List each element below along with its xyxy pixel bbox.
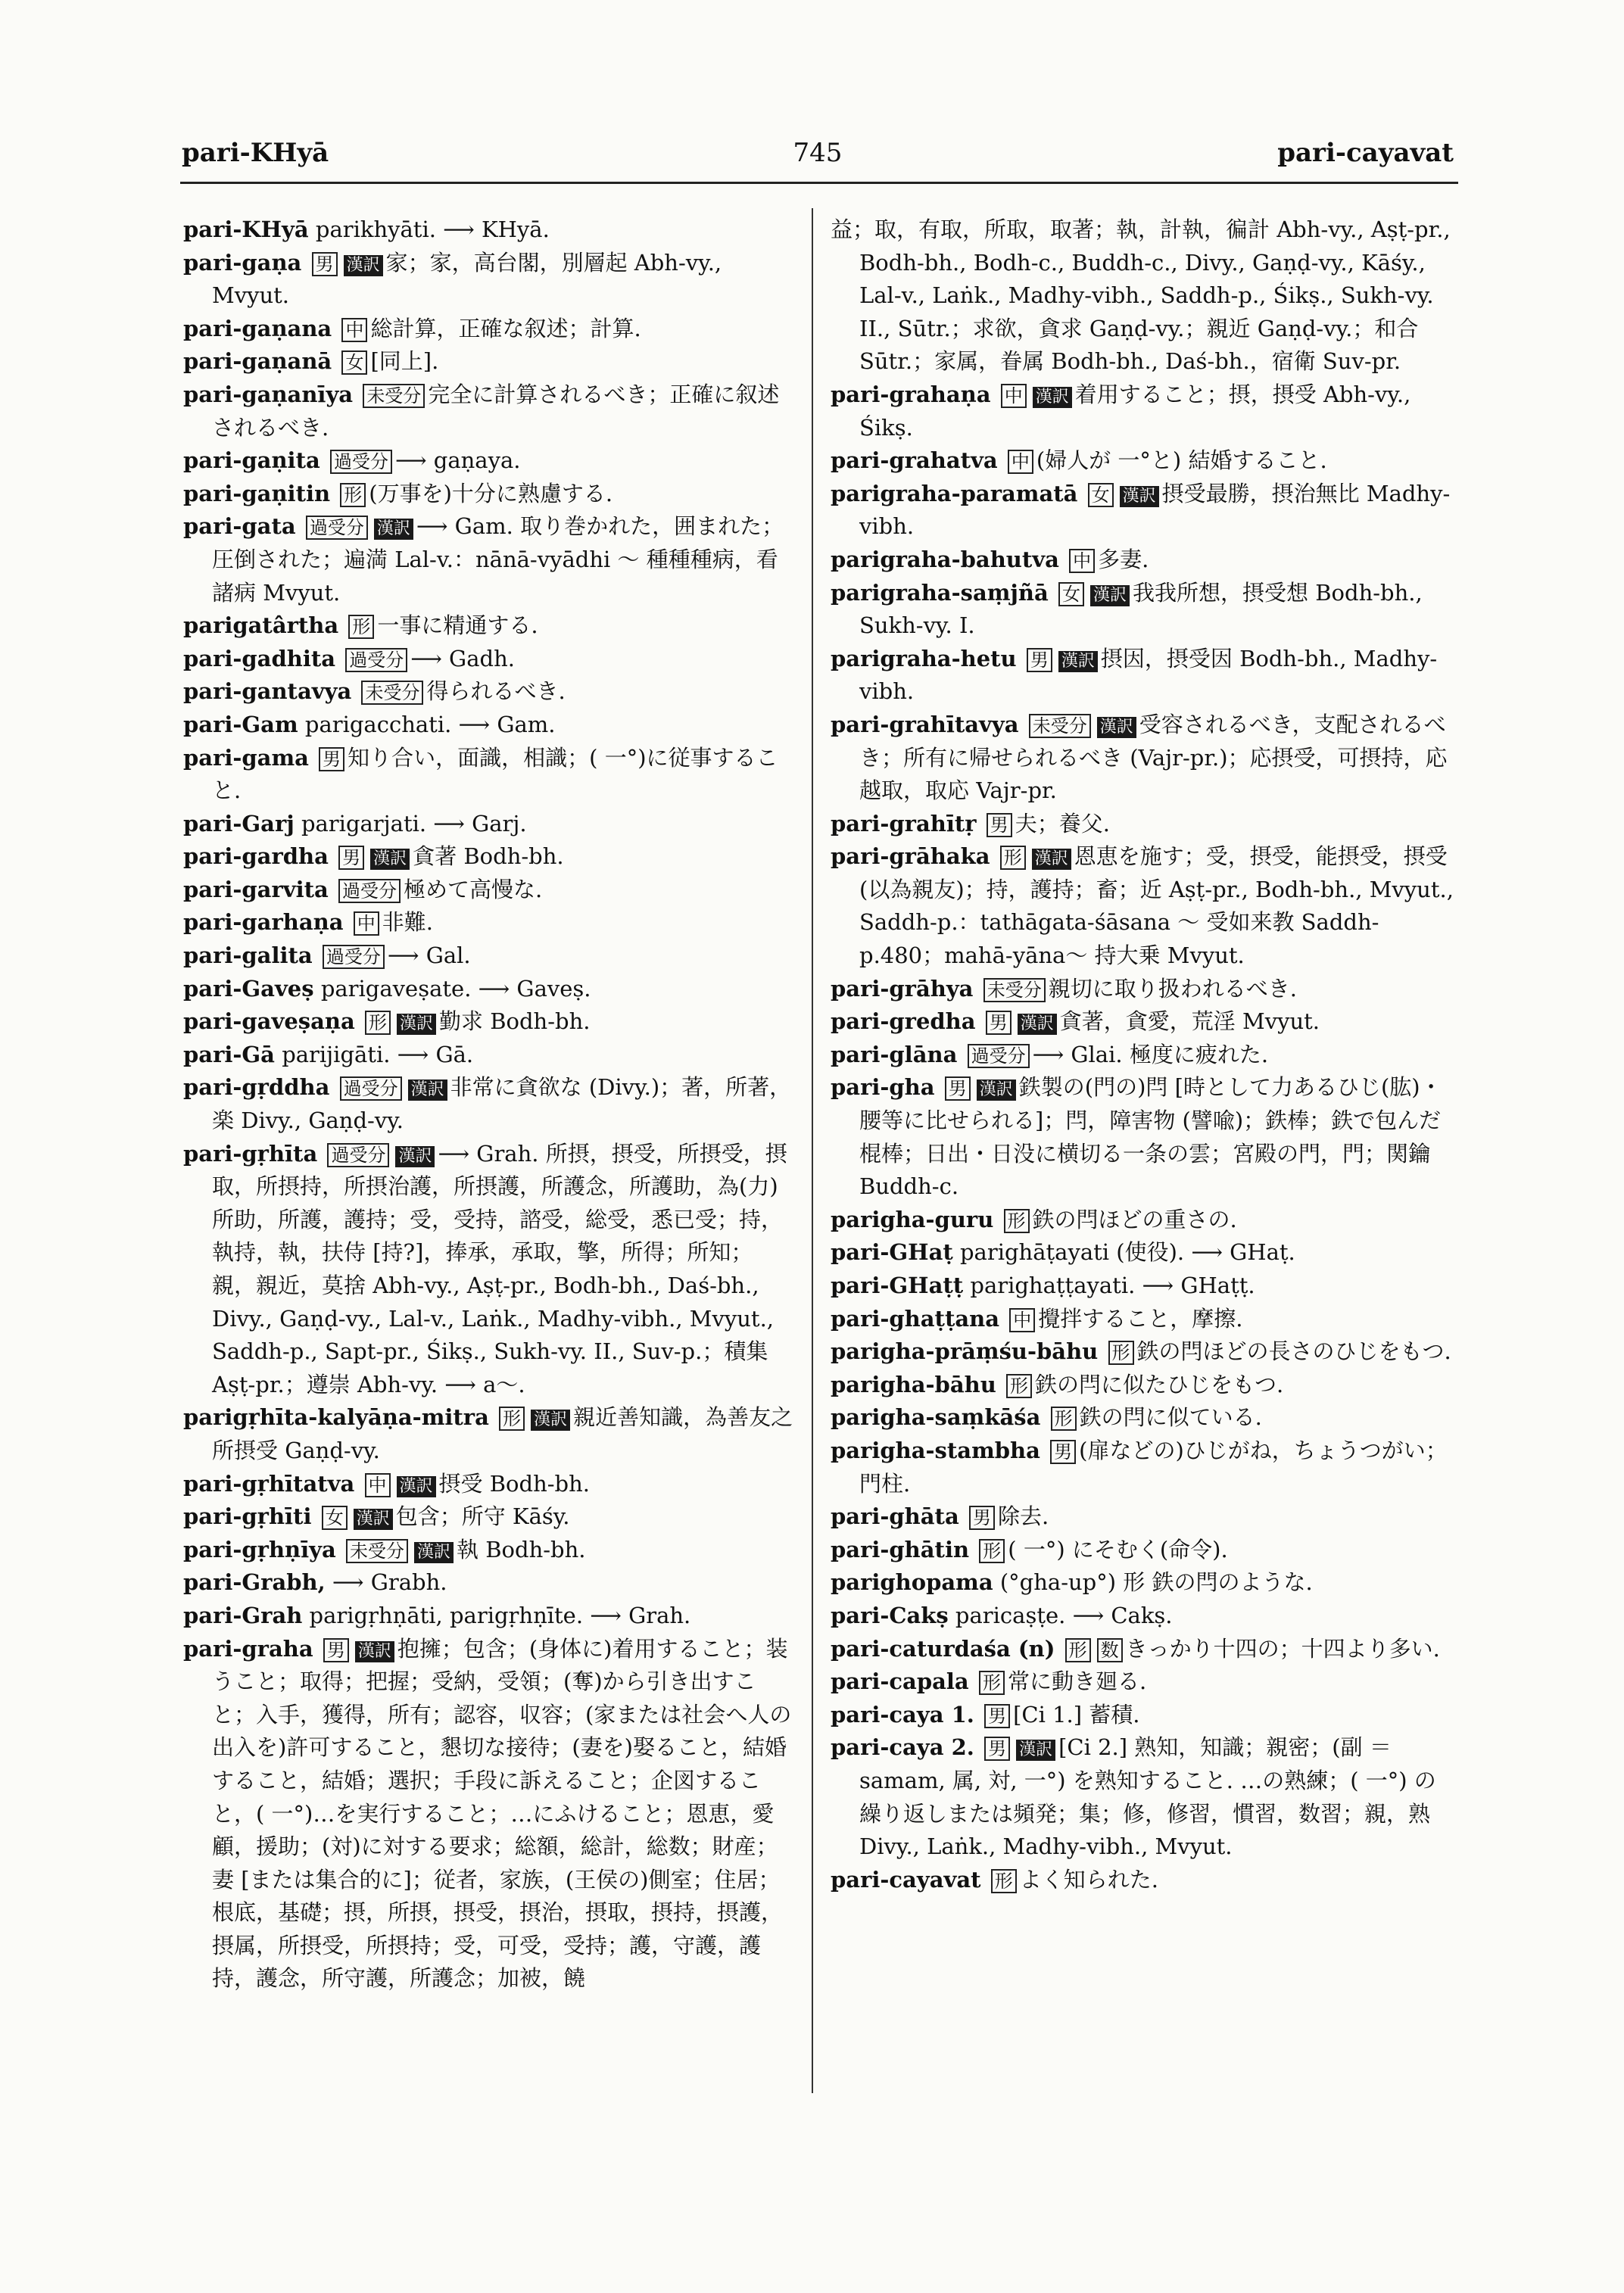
dictionary-entry	[831, 1566, 1457, 1600]
entry-headword: pari-ghāta	[831, 1503, 959, 1530]
dictionary-entry	[183, 939, 796, 973]
grammar-tag: 男	[969, 1506, 995, 1530]
entry-definition: parighāṭayati (使役). ⟶ GHaṭ.	[959, 1239, 1295, 1266]
dictionary-entry	[183, 675, 796, 709]
grammar-tag: 形	[979, 1539, 1005, 1563]
grammar-tag: 男	[338, 846, 364, 870]
translation-badge: 漢訳	[354, 1509, 393, 1530]
entry-definition: 着用すること；摂，摂受 Abh-vy., Śikṣ.	[859, 381, 1411, 441]
entry-headword: parigha-stambha	[831, 1437, 1040, 1463]
dictionary-entry	[831, 1731, 1457, 1863]
grammar-tag: 中	[354, 911, 379, 936]
dictionary-entry	[831, 1236, 1457, 1270]
dictionary-entry	[831, 1204, 1457, 1237]
translation-badge: 漢訳	[344, 255, 383, 276]
grammar-tag: 中	[1008, 450, 1033, 474]
dictionary-entry	[183, 510, 796, 609]
dictionary-entry	[183, 1566, 796, 1600]
entry-headword: pari-gha	[831, 1074, 935, 1101]
grammar-tag: 形	[991, 1869, 1017, 1893]
entry-headword: parigraha-bahutva	[831, 546, 1059, 572]
entry-definition: (婦人が 一°と) 結婚すること.	[1036, 447, 1327, 474]
dictionary-entry	[183, 1401, 796, 1467]
dictionary-entry	[183, 379, 796, 444]
entry-headword: pari-grahatva	[831, 447, 998, 474]
translation-badge: 漢訳	[408, 1080, 447, 1101]
dictionary-entry	[831, 1270, 1457, 1303]
header-left-guideword: pari-KHyā	[182, 138, 329, 168]
grammar-tag: 未受分	[363, 384, 425, 408]
right-column	[831, 213, 1457, 1896]
entry-definition: ⟶ gaṇaya.	[394, 447, 521, 474]
entry-headword: pari-galita	[183, 942, 313, 969]
entry-definition: ⟶ Gam. 取り巻かれた，囲まれた；圧倒された；遍満 Lal-v.：nānā-vyādhi ～ 種種種病，看諸病 Mvyut.	[212, 513, 784, 606]
entry-headword: pari-graha	[183, 1635, 313, 1662]
entry-headword: pari-gṛhṇīya	[183, 1536, 336, 1562]
dictionary-entry	[831, 1303, 1457, 1336]
grammar-tag: 男	[1050, 1440, 1076, 1464]
dictionary-entry	[831, 709, 1457, 808]
grammar-tag: 女	[322, 1506, 348, 1530]
entry-headword: pari-gaṇanā	[183, 348, 332, 375]
entry-headword: parigha-prāṃśu-bāhu	[831, 1338, 1099, 1365]
entry-headword: pari-gardha	[183, 843, 329, 870]
entry-headword: pari-Gā	[183, 1041, 275, 1067]
entry-definition: 常に動き廻る.	[1007, 1668, 1147, 1695]
entry-headword: parigatârtha	[183, 612, 339, 639]
grammar-tag: 過受分	[345, 648, 407, 672]
entry-definition: 鉄の閂ほどの重さの.	[1032, 1206, 1237, 1232]
grammar-tag: 男	[323, 1638, 349, 1662]
dictionary-entry	[831, 213, 1457, 379]
dictionary-entry	[831, 1369, 1457, 1402]
dictionary-entry	[183, 247, 796, 313]
dictionary-entry	[183, 345, 796, 379]
dictionary-entry	[831, 444, 1457, 478]
grammar-tag: 女	[341, 350, 367, 375]
entry-definition: 鉄の閂に似ている.	[1079, 1404, 1262, 1431]
grammar-tag: 男	[984, 1704, 1010, 1728]
dictionary-entry	[183, 906, 796, 939]
entry-definition: [Ci 1.] 蓄積.	[1013, 1701, 1140, 1728]
entry-headword: pari-ghātin	[831, 1536, 970, 1562]
entry-headword: pari-gredha	[831, 1008, 976, 1035]
entry-headword: parighopama	[831, 1569, 993, 1596]
entry-headword: pari-caturdaśa (n)	[831, 1635, 1055, 1662]
dictionary-entry	[183, 643, 796, 676]
entry-headword: pari-Cakṣ	[831, 1602, 949, 1628]
grammar-tag: 過受分	[327, 1143, 389, 1167]
entry-definition: 除去.	[997, 1503, 1049, 1530]
grammar-tag: 過受分	[340, 1076, 402, 1101]
entry-headword: pari-grāhya	[831, 975, 974, 1002]
grammar-tag: 数	[1097, 1638, 1123, 1662]
dictionary-entry	[183, 874, 796, 907]
grammar-tag: 未受分	[346, 1539, 408, 1563]
entry-headword: pari-gṛhīta	[183, 1140, 318, 1167]
header-right-guideword: pari-cayavat	[1277, 138, 1454, 168]
grammar-tag: 形	[1006, 1374, 1032, 1398]
entry-definition: 非常に貪欲な (Divy.)；著，所著，楽 Divy., Gaṇḍ-vy.	[212, 1074, 792, 1134]
dictionary-entry	[831, 577, 1457, 643]
entry-definition: 執 Bodh-bh.	[457, 1536, 586, 1562]
entry-headword: parigṛhīta-kalyāṇa-mitra	[183, 1404, 489, 1431]
entry-definition: 攪拌すること，摩擦.	[1038, 1305, 1243, 1332]
entry-definition: parigacchati. ⟶ Gam.	[304, 711, 556, 737]
grammar-tag: 形	[1004, 1209, 1030, 1233]
translation-badge: 漢訳	[374, 519, 413, 540]
dictionary-entry	[183, 1039, 796, 1072]
dictionary-entry	[831, 840, 1457, 972]
dictionary-entry	[831, 808, 1457, 841]
dictionary-entry	[831, 1633, 1457, 1666]
dictionary-entry	[183, 444, 796, 478]
entry-definition: 親近善知識，為善友之所摂受 Gaṇḍ-vy.	[212, 1404, 793, 1463]
entry-definition: parigarjati. ⟶ Garj.	[301, 810, 527, 837]
entry-headword: parigraha-saṃjñā	[831, 579, 1049, 606]
dictionary-entry	[183, 478, 796, 511]
entry-headword: pari-GHaṭ	[831, 1239, 953, 1266]
translation-badge: 漢訳	[531, 1410, 570, 1431]
dictionary-entry	[831, 643, 1457, 709]
entry-definition: きっかり十四の；十四より多い.	[1125, 1635, 1440, 1662]
dictionary-entry	[831, 1665, 1457, 1699]
grammar-tag: 形	[1065, 1638, 1091, 1662]
entry-definition: parighaṭṭayati. ⟶ GHaṭṭ.	[970, 1273, 1255, 1298]
entry-headword: parigha-guru	[831, 1206, 994, 1232]
entry-definition: 知り合い，面識，相識；( 一°)に従事すること.	[212, 744, 778, 804]
entry-definition: 鉄の閂に似たひじをもつ.	[1035, 1371, 1284, 1397]
entry-definition: 極めて高慢な.	[404, 876, 543, 902]
entry-headword: pari-gaveṣaṇa	[183, 1008, 355, 1035]
header-rule	[180, 182, 1458, 184]
entry-headword: pari-gama	[183, 744, 309, 771]
grammar-tag: 男	[984, 1737, 1010, 1761]
entry-definition: 一事に精通する.	[377, 612, 538, 639]
entry-headword: parigraha-hetu	[831, 645, 1017, 671]
entry-definition: parijigāti. ⟶ Gā.	[282, 1041, 474, 1067]
dictionary-entry	[183, 1500, 796, 1534]
grammar-tag: 未受分	[983, 978, 1046, 1002]
grammar-tag: 形	[340, 483, 366, 507]
grammar-tag: 中	[365, 1473, 391, 1497]
dictionary-entry	[831, 1534, 1457, 1567]
entry-headword: pari-gaṇitin	[183, 480, 331, 506]
dictionary-entry	[831, 1600, 1457, 1633]
grammar-tag: 過受分	[338, 879, 401, 903]
translation-badge: 漢訳	[1097, 717, 1136, 738]
translation-badge: 漢訳	[1016, 1740, 1055, 1761]
entry-headword: pari-glāna	[831, 1041, 958, 1067]
entry-headword: pari-gṛhītatva	[183, 1470, 355, 1497]
entry-definition: 鉄の閂ほどの長さのひじをもつ.	[1136, 1338, 1451, 1365]
dictionary-entry	[831, 1335, 1457, 1369]
grammar-tag: 形	[1108, 1341, 1134, 1365]
grammar-tag: 中	[341, 318, 367, 342]
dictionary-entry	[183, 213, 796, 247]
translation-badge: 漢訳	[355, 1641, 394, 1662]
entry-headword: pari-gantavya	[183, 678, 352, 705]
dictionary-entry	[183, 1534, 796, 1567]
dictionary-entry	[183, 1468, 796, 1501]
entry-definition: (°gha-up°) 形 鉄の閂のような.	[999, 1569, 1313, 1596]
entry-definition: parikhyāti. ⟶ KHyā.	[315, 217, 550, 242]
entry-definition: ⟶ Gadh.	[410, 645, 515, 671]
entry-headword: pari-gaṇa	[183, 249, 302, 276]
grammar-tag: 男	[319, 747, 344, 771]
entry-definition: [同上].	[370, 348, 439, 375]
entry-headword: pari-caya 1.	[831, 1701, 974, 1728]
grammar-tag: 未受分	[1029, 714, 1091, 738]
entry-definition: 夫；養父.	[1015, 810, 1110, 837]
grammar-tag: 男	[987, 813, 1012, 837]
entry-definition: parigaveṣate. ⟶ Gaveṣ.	[320, 975, 591, 1002]
grammar-tag: 形	[499, 1407, 525, 1431]
dictionary-entry	[831, 1864, 1457, 1897]
page-header	[182, 138, 1454, 183]
entry-definition: ⟶ Grah. 所摂，摂受，所摂受，摂取，所摂持，所摂治護，所摂護，所護念，所護助，為(力)所助，所護，護持；受，受持，諮受，総受，悉已受；持，執持，執，扶侍 [持?]，捧承，承取，擎，所得；所知；親，親近，莫捨 Abh-vy., Aṣṭ-pr., Bodh-bh., Daś-bh., Divy., Gaṇḍ-vy., Lal-v., Laṅk., Madhy-vibh., Mvyut., Saddh-p., Sapt-pr., Śikṣ., Sukh-vy. II., Suv-p.；積集 Aṣṭ-pr.；遵崇 Abh-vy. ⟶ a～.	[212, 1140, 787, 1397]
entry-definition: ⟶ Gal.	[387, 942, 471, 969]
dictionary-entry	[831, 1500, 1457, 1534]
entry-headword: pari-Grabh,	[183, 1569, 326, 1596]
entry-headword: pari-garvita	[183, 876, 329, 902]
entry-definition: ⟶ Glai. 極度に疲れた.	[1032, 1041, 1269, 1067]
entry-definition: (万事を)十分に熟慮する.	[369, 480, 613, 506]
grammar-tag: 形	[365, 1011, 391, 1035]
entry-headword: pari-Gam	[183, 711, 298, 737]
grammar-tag: 中	[1069, 549, 1095, 573]
dictionary-entry	[183, 313, 796, 346]
translation-badge: 漢訳	[1058, 651, 1098, 672]
translation-badge: 漢訳	[1120, 486, 1159, 507]
entry-definition: 受容されるべき，支配されるべき；所有に帰せられるべき (Vajr-pr.)；応摂受，可摂持，応越取，取応 Vajr-pr.	[859, 711, 1448, 804]
entry-headword: pari-KHyā	[183, 217, 309, 242]
translation-badge: 漢訳	[977, 1080, 1016, 1101]
grammar-tag: 女	[1088, 483, 1114, 507]
grammar-tag: 形	[348, 615, 374, 639]
dictionary-entry	[183, 1600, 796, 1633]
entry-definition: 鉄製の(門の)閂 [時として力あるひじ(肱)・腰等に比せられる]；閂，障害物 (譬喩)；鉄棒；鉄で包んだ棍棒；日出・日没に横切る一条の雲；宮殿の門，門；関鑰 Buddh-c.	[859, 1074, 1442, 1200]
entry-definition: 抱擁；包含；(身体に)着用すること；装うこと；取得；把握；受納，受領；(奪)から引き出すこと；入手，獲得，所有；認容，収容；(家または社会へ人の出入を)許可すること，懇切な接待；(妻を)娶ること，結婚すること，結婚；選択；手段に訴えること；企図すること，( 一°)…を実行すること；…にふけること；恩恵，愛顧，援助；(対)に対する要求；総額，総計，総数；財産；妻 [または集合的に]；従者，家族，(王侯の)側室；住居；根底，基礎；摂，所摂，摂受，摂治，摂取，摂持，摂護，摂属，所摂受，所摂持；受，可受，受持；護，守護，護持，護念，所守護，所護念；加被，饒	[212, 1635, 792, 1992]
grammar-tag: 形	[979, 1671, 1005, 1695]
dictionary-entry	[183, 1633, 796, 1996]
entry-definition: (扉などの)ひじがね，ちょうつがい；門柱.	[859, 1437, 1448, 1497]
translation-badge: 漢訳	[1090, 585, 1130, 606]
dictionary-entry	[183, 840, 796, 874]
entry-headword: pari-garhaṇa	[183, 909, 344, 936]
dictionary-entry	[831, 379, 1457, 444]
grammar-tag: 過受分	[330, 450, 392, 474]
grammar-tag: 過受分	[968, 1044, 1030, 1068]
entry-headword: pari-capala	[831, 1668, 969, 1695]
entry-definition: 得られるべき.	[426, 678, 566, 705]
entry-headword: pari-gaṇana	[183, 315, 332, 341]
entry-definition: parigṛhṇāti, parigṛhṇīte. ⟶ Grah.	[309, 1602, 691, 1628]
dictionary-entry	[183, 973, 796, 1006]
entry-headword: pari-Grah	[183, 1602, 303, 1628]
grammar-tag: 中	[1009, 1308, 1035, 1332]
entry-definition: 非難.	[382, 909, 433, 936]
page-number: 745	[793, 138, 843, 168]
grammar-tag: 男	[945, 1076, 971, 1101]
entry-definition: 勤求 Bodh-bh.	[439, 1008, 591, 1035]
entry-definition: 親切に取り扱われるべき.	[1048, 975, 1297, 1002]
entry-headword: pari-grāhaka	[831, 843, 990, 870]
entry-headword: pari-gaṇanīya	[183, 381, 354, 407]
entry-headword: pari-gṛddha	[183, 1074, 330, 1101]
entry-headword: parigha-bāhu	[831, 1371, 996, 1397]
entry-definition: 摂因，摂受因 Bodh-bh., Madhy-vibh.	[859, 645, 1438, 705]
entry-definition: 貪著，貪愛，荒淫 Mvyut.	[1059, 1008, 1320, 1035]
grammar-tag: 形	[1000, 846, 1026, 870]
entry-definition: 完全に計算されるべき；正確に叙述されるべき.	[212, 381, 780, 441]
dictionary-entry	[831, 1005, 1457, 1039]
dictionary-entry	[831, 1071, 1457, 1203]
entry-definition: ( 一°) にそむく(命令).	[1008, 1536, 1228, 1562]
translation-badge: 漢訳	[397, 1476, 436, 1497]
translation-badge: 漢訳	[397, 1014, 436, 1035]
entry-definition: 恩恵を施す；受，摂受，能摂受，摂受(以為親友)；持，護持；畜；近 Aṣṭ-pr., Bodh-bh., Mvyut., Saddh-p.：tathāgata-śāsana ～ 受如来教 Saddh-p.480；mahā-yāna～ 持大乗 Mvyut.	[859, 843, 1454, 969]
dictionary-entry	[183, 1005, 796, 1039]
entry-definition: 益；取，有取，所取，取著；執，計執，徧計 Abh-vy., Aṣṭ-pr., Bodh-bh., Bodh-c., Buddh-c., Divy., Gaṇḍ-vy., Kāśy., Lal-v., Laṅk., Madhy-vibh., Saddh-p., Śikṣ., Sukh-vy. II., Sūtr.；求欲，貪求 Gaṇḍ-vy.；親近 Gaṇḍ-vy.；和合 Sūtr.；家属，眷属 Bodh-bh., Daś-bh.，宿衛 Suv-pr.	[831, 217, 1451, 375]
entry-definition: 摂受最勝，摂治無比 Madhy-vibh.	[859, 480, 1451, 540]
entry-headword: pari-Garj	[183, 810, 295, 837]
dictionary-entry	[831, 1401, 1457, 1435]
dictionary-entry	[831, 1699, 1457, 1732]
grammar-tag: 男	[312, 252, 338, 276]
entry-definition: 貪著 Bodh-bh.	[413, 843, 564, 870]
entry-headword: pari-grahaṇa	[831, 381, 991, 407]
entry-headword: parigha-saṃkāśa	[831, 1404, 1041, 1431]
dictionary-entry	[183, 1071, 796, 1137]
dictionary-entry	[831, 1039, 1457, 1072]
translation-badge: 漢訳	[1032, 849, 1071, 870]
grammar-tag: 中	[1001, 384, 1027, 408]
dictionary-entry	[831, 1435, 1457, 1500]
dictionary-entry	[183, 709, 796, 742]
entry-definition: 家；家，高台閣，別層起 Abh-vy., Mvyut.	[212, 249, 722, 309]
entry-headword: pari-gata	[183, 513, 296, 540]
dictionary-entry	[183, 609, 796, 643]
grammar-tag: 過受分	[306, 516, 368, 540]
grammar-tag: 女	[1058, 582, 1084, 606]
grammar-tag: 男	[1027, 648, 1052, 672]
column-divider	[812, 208, 813, 2093]
translation-badge: 漢訳	[1018, 1014, 1057, 1035]
entry-definition: よく知られた.	[1019, 1866, 1158, 1893]
dictionary-entry	[183, 742, 796, 808]
dictionary-entry	[183, 808, 796, 841]
entry-definition: 我我所想，摂受想 Bodh-bh., Sukh-vy. I.	[859, 579, 1423, 639]
translation-badge: 漢訳	[370, 849, 410, 870]
entry-headword: pari-grahītṛ	[831, 810, 977, 837]
translation-badge: 漢訳	[414, 1542, 454, 1563]
entry-definition: paricaṣṭe. ⟶ Cakṣ.	[955, 1602, 1173, 1628]
entry-headword: pari-gṛhīti	[183, 1503, 312, 1530]
entry-headword: parigraha-paramatā	[831, 480, 1078, 506]
translation-badge: 漢訳	[1033, 387, 1072, 408]
entry-headword: pari-ghaṭṭana	[831, 1305, 1000, 1332]
entry-headword: pari-caya 2.	[831, 1734, 974, 1761]
dictionary-entry	[831, 544, 1457, 577]
translation-badge: 漢訳	[395, 1146, 435, 1167]
grammar-tag: 男	[986, 1011, 1011, 1035]
grammar-tag: 過受分	[323, 945, 385, 969]
entry-definition: 総計算，正確な叙述；計算.	[370, 315, 641, 341]
entry-headword: pari-GHaṭṭ	[831, 1273, 964, 1298]
dictionary-entry	[831, 973, 1457, 1006]
grammar-tag: 未受分	[361, 681, 423, 705]
dictionary-entry	[183, 1138, 796, 1402]
entry-definition: 多妻.	[1098, 546, 1149, 572]
entry-headword: pari-cayavat	[831, 1866, 981, 1893]
entry-definition: ⟶ Grabh.	[332, 1569, 447, 1596]
grammar-tag: 形	[1051, 1407, 1077, 1431]
entry-definition: 包含；所守 Kāśy.	[395, 1503, 570, 1530]
entry-definition: 摂受 Bodh-bh.	[438, 1470, 591, 1497]
dictionary-entry	[831, 478, 1457, 544]
entry-headword: pari-gadhita	[183, 645, 336, 671]
entry-headword: pari-gaṇita	[183, 447, 320, 474]
left-column	[183, 213, 796, 1995]
entry-headword: pari-Gaveṣ	[183, 975, 314, 1002]
entry-headword: pari-grahītavya	[831, 711, 1019, 737]
entry-definition: [Ci 2.] 熟知，知識；親密；(副 ＝ samam, 属, 対, 一°) を熟知すること. …の熟練；( 一°) の繰り返しまたは頻発；集；修，修習，慣習，数習；親，熟 Divy., Laṅk., Madhy-vibh., Mvyut.	[859, 1734, 1436, 1860]
